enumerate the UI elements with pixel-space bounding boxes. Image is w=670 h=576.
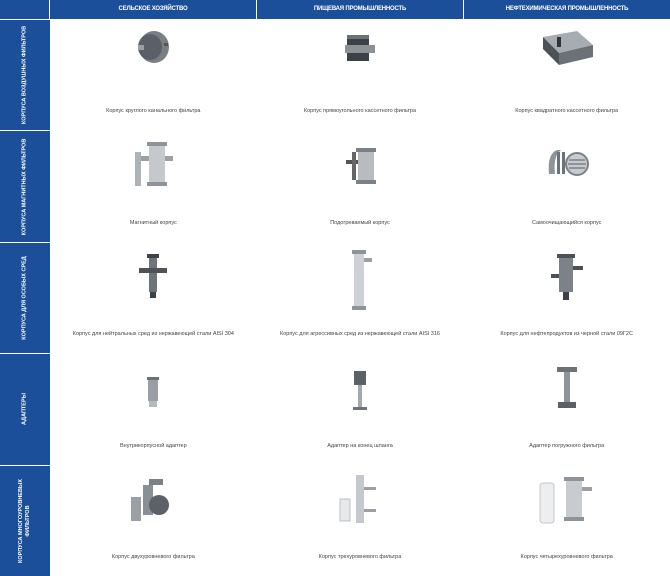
product-cell[interactable] <box>463 465 670 576</box>
product-cell[interactable] <box>257 130 464 241</box>
product-caption: Корпус для нефтепродуктов из черной стали 09Г2С <box>500 331 633 338</box>
column-header-petrochemical: НЕФТЕХИМИЧЕСКАЯ ПРОМЫШЛЕННОСТЬ <box>463 0 670 19</box>
four-level-housing-icon <box>532 469 602 529</box>
row-header-magnetic-filters: КОРПУСА МАГНИТНЫХ ФИЛЬТРОВ <box>0 130 50 241</box>
row-header-multilevel-filters <box>0 465 50 576</box>
row-header-air-filters: КОРПУСА ВОЗДУШНЫХ ФИЛЬТРОВ <box>0 19 50 130</box>
product-caption: Корпус двухуровневого фильтра <box>111 554 195 560</box>
two-level-housing-icon <box>123 469 183 529</box>
column-header-bar <box>50 0 670 19</box>
column-header-food-industry: ПИЩЕВАЯ ПРОМЫШЛЕННОСТЬ <box>256 0 463 19</box>
stainless-316-housing-icon <box>330 246 390 316</box>
product-caption: Адаптер погружного фильтра <box>529 442 605 449</box>
square-cassette-housing-icon <box>537 23 597 73</box>
product-caption: Корпус квадратного кассетного фильтра <box>515 108 619 115</box>
product-caption: Самоочищающийся корпус <box>531 219 602 226</box>
black-steel-housing-icon <box>537 246 597 306</box>
magnetic-housing-icon <box>123 134 183 194</box>
product-caption: Корпус четырехуровневого фильтра <box>520 554 613 560</box>
product-cell[interactable] <box>257 19 464 130</box>
product-cell[interactable] <box>463 130 670 241</box>
product-caption: Внутрикорпусной адаптер <box>119 442 187 449</box>
row-header-adapters: АДАПТЕРЫ <box>0 353 50 464</box>
submersible-adapter-icon <box>547 357 587 417</box>
product-cell[interactable] <box>50 130 257 241</box>
rect-cassette-housing-icon <box>335 23 385 73</box>
product-caption: Корпус прямоугольного кассетного фильтра <box>303 108 417 115</box>
stainless-304-housing-icon <box>123 246 183 306</box>
heated-housing-icon <box>330 134 390 194</box>
product-caption: Корпус для агрессивных сред из нержавеющей стали AISI 316 <box>280 331 440 338</box>
product-cell[interactable] <box>463 242 670 353</box>
product-caption: Корпус для нейтральных сред из нержавеющей стали AISI 304 <box>72 331 234 338</box>
row-header-multilevel-label: КОРПУСА МНОГОУРОВНЕВЫХ ФИЛЬТРОВ <box>18 478 31 563</box>
product-caption: Корпус трехуровневого фильтра <box>318 554 402 560</box>
product-cell[interactable] <box>463 19 670 130</box>
product-caption: Адаптер на конец шланга <box>327 442 393 449</box>
header-corner <box>0 0 50 19</box>
row-header-special-media: КОРПУСА ДЛЯ ОСОБЫХ СРЕД <box>0 242 50 353</box>
product-cell[interactable] <box>50 465 257 576</box>
inner-adapter-icon <box>133 357 173 417</box>
product-caption: Корпус круглого канального фильтра <box>106 108 201 115</box>
hose-end-adapter-icon <box>340 357 380 417</box>
product-cell[interactable] <box>50 353 257 464</box>
product-cell[interactable] <box>257 242 464 353</box>
round-duct-housing-icon <box>128 23 178 73</box>
column-header-agriculture: СЕЛЬСКОЕ ХОЗЯЙСТВО <box>118 6 188 12</box>
three-level-housing-icon <box>330 469 390 529</box>
product-cell[interactable] <box>463 353 670 464</box>
product-caption: Магнитный корпус <box>129 219 177 226</box>
product-cell[interactable] <box>257 353 464 464</box>
product-cell[interactable] <box>50 19 257 130</box>
product-cell[interactable] <box>257 465 464 576</box>
product-caption: Подогреваемый корпус <box>330 219 390 226</box>
product-grid <box>50 19 670 576</box>
self-cleaning-housing-icon <box>537 134 597 194</box>
row-header-sidebar <box>0 19 50 576</box>
product-cell[interactable] <box>50 242 257 353</box>
